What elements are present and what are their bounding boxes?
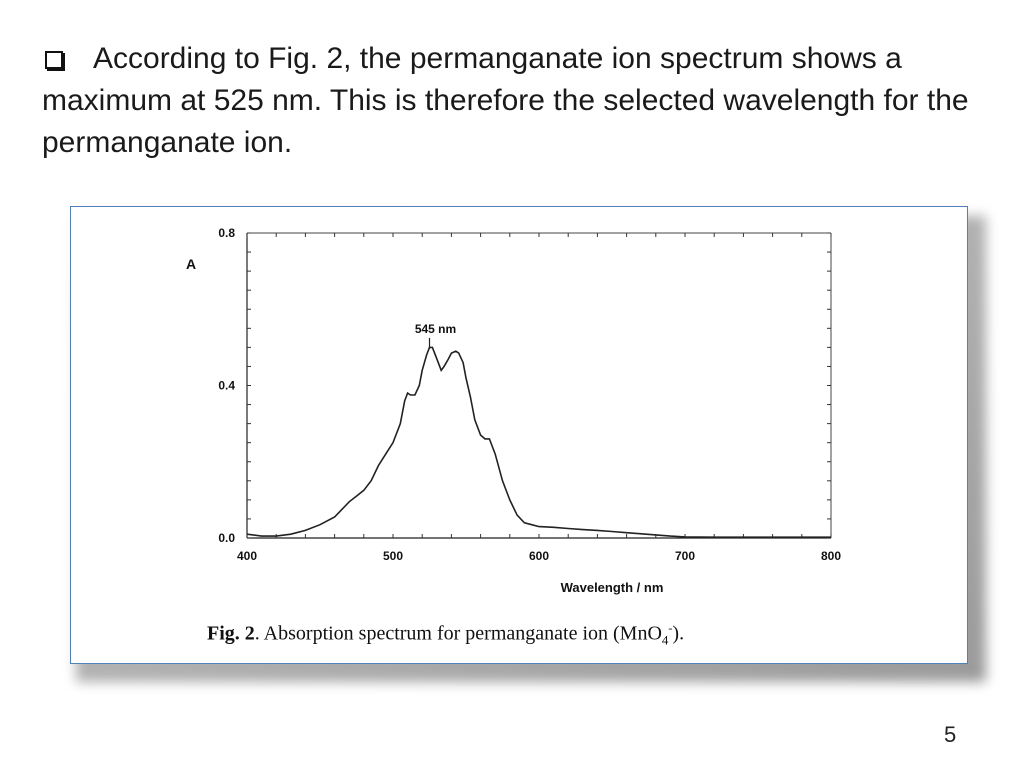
checkbox-bullet-icon <box>45 51 63 69</box>
figure-caption <box>207 621 684 649</box>
caption-text: . Absorption spectrum for permanganate ion (MnO <box>254 622 662 645</box>
caption-label: Fig. 2 <box>207 622 255 645</box>
y-tick-label: 0.8 <box>218 226 235 240</box>
chart-ticks <box>247 233 831 538</box>
chart-labels <box>186 226 841 595</box>
figure-frame <box>70 206 968 664</box>
bullet-text: According to Fig. 2, the permanganate ion spectrum shows a maximum at 525 nm. This is therefore the selected wavelength for the permanganate ion. <box>42 42 969 159</box>
x-tick-label: 700 <box>674 549 696 563</box>
x-tick-label: 800 <box>820 549 842 563</box>
absorption-curve <box>247 347 831 537</box>
bullet-paragraph <box>42 38 992 164</box>
spectrum-chart <box>71 207 969 665</box>
caption-superscript: - <box>668 621 673 635</box>
y-axis-label: A <box>185 256 197 272</box>
x-axis-label: Wavelength / nm <box>560 580 664 595</box>
x-tick-label: 400 <box>236 549 258 563</box>
page-number: 5 <box>944 722 957 747</box>
y-tick-label: 0.0 <box>218 531 235 545</box>
peak-annotation: 545 nm <box>414 322 457 336</box>
x-tick-label: 500 <box>382 549 404 563</box>
caption-end: ). <box>672 622 685 645</box>
caption-subscript: 4 <box>661 632 669 648</box>
y-tick-label: 0.4 <box>218 378 235 393</box>
x-tick-label: 600 <box>528 549 550 563</box>
chart-axes <box>247 233 831 538</box>
